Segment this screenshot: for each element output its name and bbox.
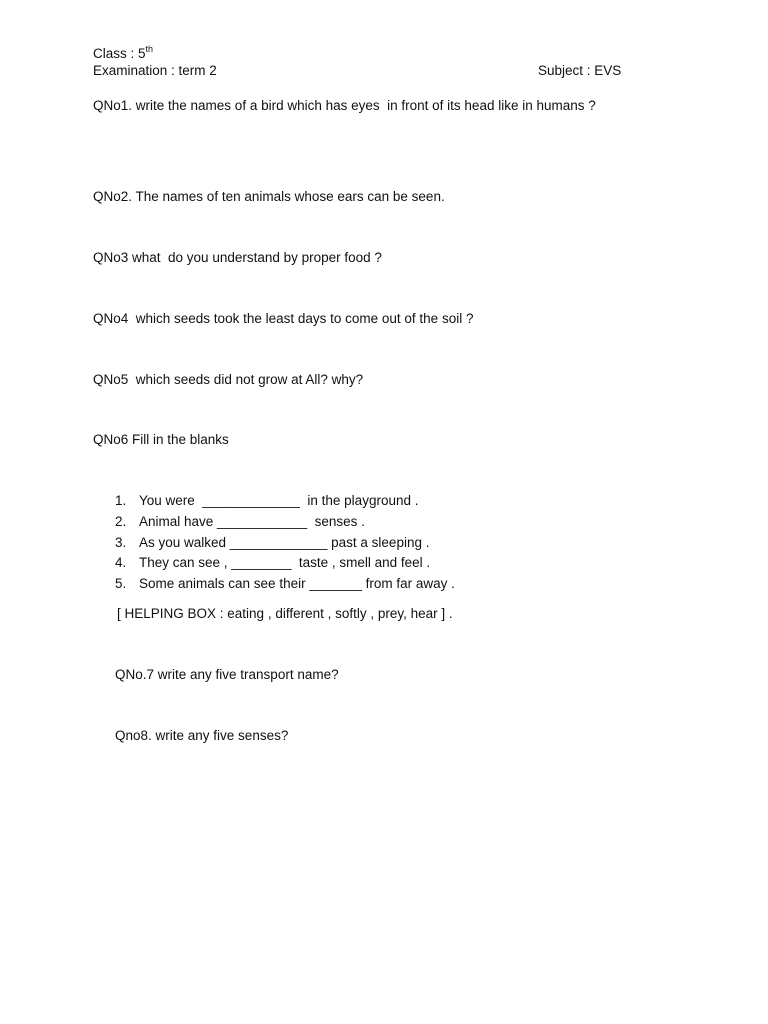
blank-item-text: As you walked _____________ past a sleeping . xyxy=(139,535,430,550)
blank-item-5 xyxy=(115,577,455,591)
blank-item-number: 5. xyxy=(115,576,127,591)
examination-line: Examination : term 2 xyxy=(93,63,217,78)
class-superscript: th xyxy=(145,44,154,54)
question-5: QNo5 which seeds did not grow at All? why? xyxy=(93,372,364,387)
blank-item-3 xyxy=(115,536,429,550)
question-8: Qno8. write any five senses? xyxy=(115,728,289,743)
blank-item-number: 4. xyxy=(115,555,127,570)
question-3: QNo3 what do you understand by proper food ? xyxy=(93,250,382,265)
question-6: QNo6 Fill in the blanks xyxy=(93,432,229,447)
question-7: QNo.7 write any five transport name? xyxy=(115,667,339,682)
blank-item-number: 1. xyxy=(115,493,127,508)
question-2: QNo2. The names of ten animals whose ears can be seen. xyxy=(93,189,445,204)
blank-item-4 xyxy=(115,556,430,570)
blank-item-text: You were _____________ in the playground . xyxy=(139,493,419,508)
blank-item-1 xyxy=(115,494,418,508)
subject-line: Subject : EVS xyxy=(538,63,622,78)
blank-item-text: Animal have ____________ senses . xyxy=(139,514,365,529)
blank-item-number: 2. xyxy=(115,514,127,529)
question-4: QNo4 which seeds took the least days to come out of the soil ? xyxy=(93,311,474,326)
class-label: Class : 5 xyxy=(93,46,146,61)
class-line xyxy=(93,45,153,61)
blank-item-2 xyxy=(115,515,365,529)
helping-box: [ HELPING BOX : eating , different , softly , prey, hear ] . xyxy=(117,606,453,621)
blank-item-text: They can see , ________ taste , smell and feel . xyxy=(139,555,431,570)
question-1: QNo1. write the names of a bird which has eyes in front of its head like in humans ? xyxy=(93,98,596,113)
blank-item-text: Some animals can see their _______ from far away . xyxy=(139,576,455,591)
blank-item-number: 3. xyxy=(115,535,127,550)
